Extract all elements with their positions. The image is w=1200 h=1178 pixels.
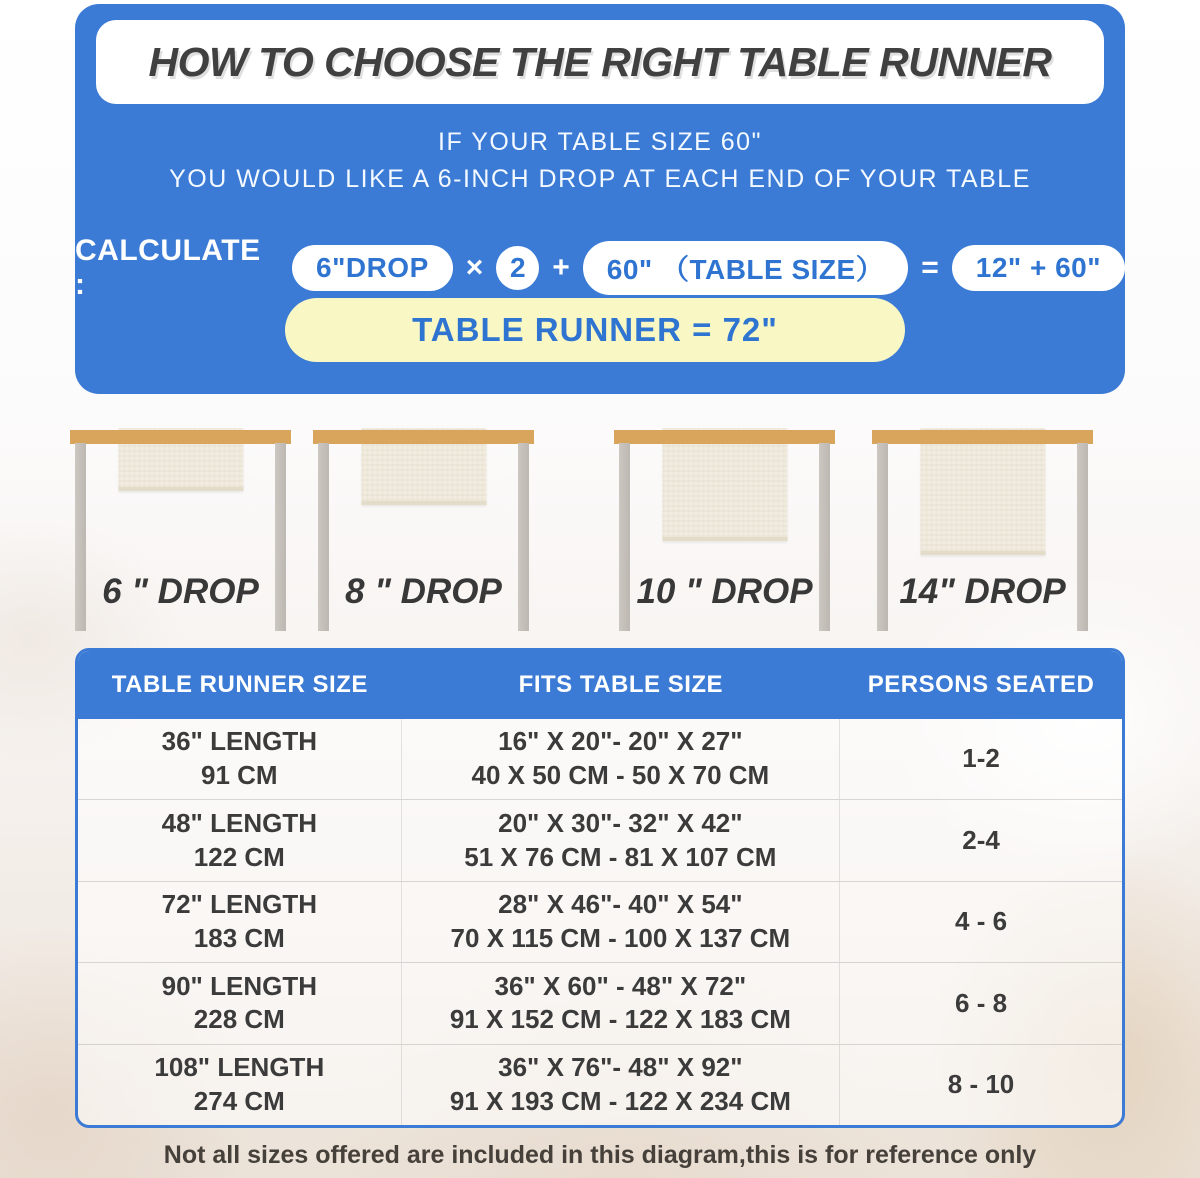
fits-cm: 40 X 50 CM - 50 X 70 CM [471,760,770,791]
drop-label: 8 " DROP [345,572,502,611]
runner-size-cell [78,963,402,1043]
size-reference-table [75,648,1125,1128]
runner-length-cm: 274 CM [193,1085,285,1116]
fits-inches: 36" X 60" - 48" X 72" [494,970,747,1001]
drop-figure-14in [872,430,1093,635]
persons-cell [840,800,1122,880]
runner-size-cell [78,800,402,880]
fits-size-cell [402,800,840,880]
persons-cell [840,1045,1122,1125]
runner-length-cm: 228 CM [193,1004,285,1035]
header-runner-size: TABLE RUNNER SIZE [111,671,368,698]
runner-length-inches: 48" LENGTH [161,807,317,838]
persons-seated: 6 - 8 [955,987,1008,1018]
fits-inches: 28" X 46"- 40" X 54" [498,889,743,920]
fits-size-cell [402,963,840,1043]
runner-length-inches: 108" LENGTH [154,1052,325,1083]
runner-size-cell [78,1045,402,1125]
plus-operator: + [552,251,570,284]
drop-figure-6in [70,430,291,635]
fits-inches: 36" X 76"- 48" X 92" [498,1052,743,1083]
fits-cm: 91 X 152 CM - 122 X 183 CM [449,1004,791,1035]
hero-subtitle-line2: YOU WOULD LIKE A 6-INCH DROP AT EACH END OF YOUR TABLE [169,165,1031,193]
drop-examples [0,430,1200,635]
table-body [78,719,1122,1125]
persons-seated: 8 - 10 [947,1068,1015,1099]
fits-cm: 70 X 115 CM - 100 X 137 CM [450,923,791,954]
fits-size-cell [402,882,840,962]
drop-label: 10 " DROP [636,572,813,611]
tabletop-illustration [313,430,534,444]
runner-length-inches: 36" LENGTH [161,726,317,757]
runner-length-cm: 91 CM [201,760,278,791]
calculation-formula [75,234,1125,302]
multiply-operator: × [465,251,484,284]
persons-cell [840,719,1122,799]
table-row [78,1044,1122,1125]
page-title: HOW TO CHOOSE THE RIGHT TABLE RUNNER [148,38,1052,85]
result-banner [285,298,905,362]
persons-seated: 2-4 [962,824,1000,855]
fits-cm: 51 X 76 CM - 81 X 107 CM [464,841,777,872]
calculate-label: CALCULATE : [75,234,261,301]
drop-figure-10in [614,430,835,635]
sum-pill: 12" + 60" [952,245,1125,291]
persons-cell [840,963,1122,1043]
hero-panel [75,4,1125,394]
fits-cm: 91 X 193 CM - 122 X 234 CM [449,1085,791,1116]
fits-inches: 16" X 20"- 20" X 27" [498,726,743,757]
table-header-row [78,651,1122,719]
factor-circle: 2 [496,246,539,290]
persons-cell [840,882,1122,962]
drop-figure-8in [313,430,534,635]
runner-size-cell [78,719,402,799]
header-persons-seated: PERSONS SEATED [867,671,1095,698]
runner-length-cm: 183 CM [193,923,285,954]
persons-seated: 1-2 [962,743,1000,774]
fits-inches: 20" X 30"- 32" X 42" [498,807,743,838]
table-size-pill: 60" （TABLE SIZE） [583,241,908,295]
table-row [78,962,1122,1043]
tabletop-illustration [872,430,1093,444]
drop-label: 6 " DROP [102,572,259,611]
result-text: TABLE RUNNER = 72" [412,311,778,348]
title-banner [96,20,1104,104]
tabletop-illustration [614,430,835,444]
runner-length-inches: 90" LENGTH [161,970,317,1001]
table-runner-illustration [662,428,787,541]
runner-size-cell [78,882,402,962]
equals-operator: = [921,251,939,284]
table-row [78,799,1122,880]
persons-seated: 4 - 6 [955,906,1008,937]
fits-size-cell [402,1045,840,1125]
drop-value-pill: 6"DROP [292,245,453,291]
disclaimer-note: Not all sizes offered are included in this diagram,this is for reference only [163,1141,1037,1169]
drop-label: 14" DROP [899,572,1066,611]
fits-size-cell [402,719,840,799]
hero-subtitle-line1: IF YOUR TABLE SIZE 60" [438,128,762,156]
runner-length-cm: 122 CM [193,841,285,872]
runner-length-inches: 72" LENGTH [161,889,317,920]
table-row [78,719,1122,799]
tabletop-illustration [70,430,291,444]
table-row [78,881,1122,962]
table-runner-illustration [920,428,1045,555]
header-fits-table-size: FITS TABLE SIZE [518,671,724,698]
